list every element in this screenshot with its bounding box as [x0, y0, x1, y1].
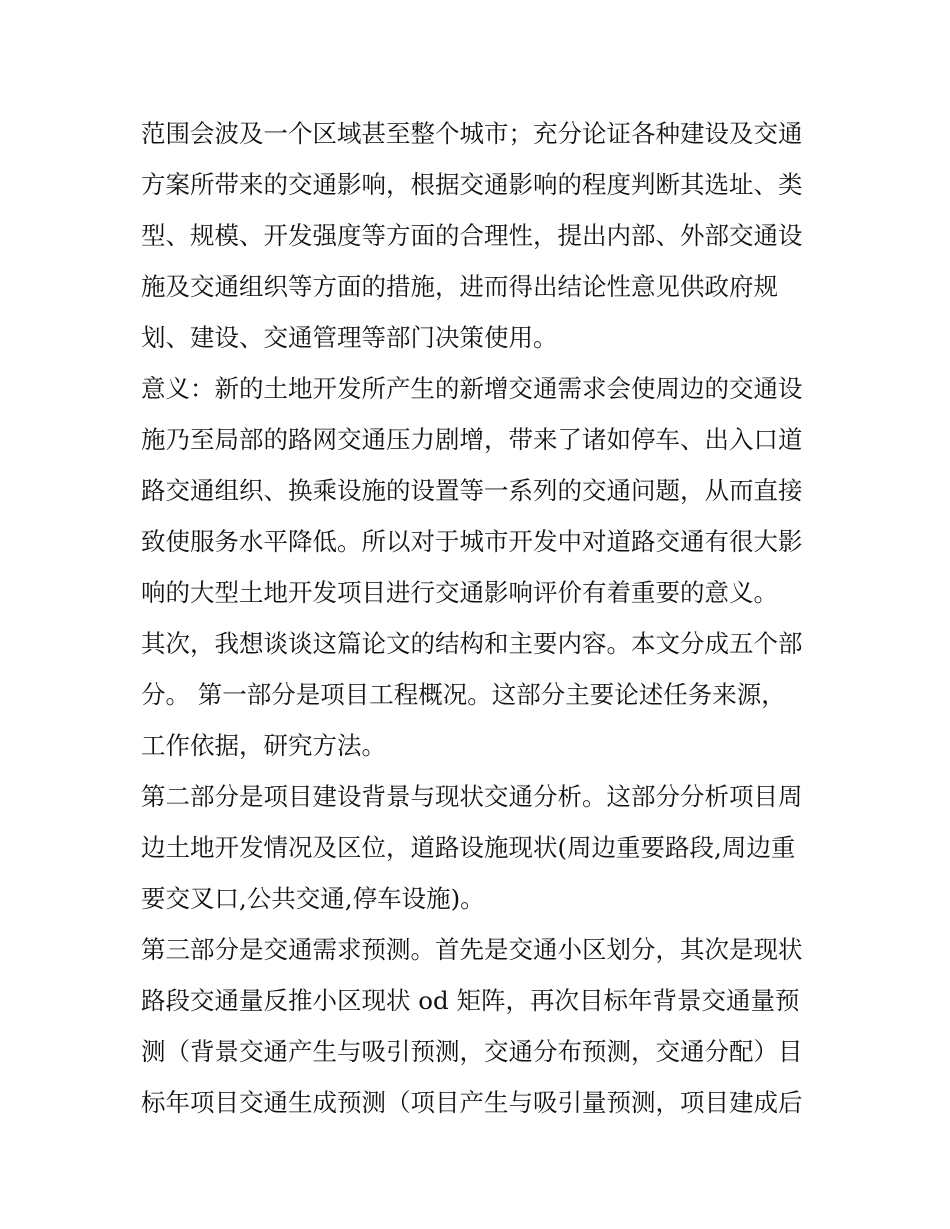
text-line: 第三部分是交通需求预测。首先是交通小区划分，其次是现状 — [141, 935, 803, 964]
text-line: 要交叉口,公共交通,停车设施)。 — [141, 884, 485, 913]
paragraph-part-two — [141, 771, 821, 924]
text-line: 路段交通量反推小区现状 od 矩阵，再次目标年背景交通量预 — [141, 986, 800, 1015]
text-line: 第二部分是项目建设背景与现状交通分析。这部分分析项目周 — [141, 782, 803, 811]
text-line: 响的大型土地开发项目进行交通影响评价有着重要的意义。 — [141, 578, 778, 607]
text-line: 施乃至局部的路网交通压力剧增，带来了诸如停车、出入口道 — [141, 425, 803, 454]
text-line: 测（背景交通产生与吸引预测，交通分布预测，交通分配）目 — [141, 1037, 803, 1066]
text-line: 范围会波及一个区域甚至整个城市；充分论证各种建设及交通 — [141, 119, 803, 148]
text-line: 施及交通组织等方面的措施，进而得出结论性意见供政府规 — [141, 272, 778, 301]
paragraph-significance — [141, 363, 821, 618]
text-line: 标年项目交通生成预测（项目产生与吸引量预测，项目建成后 — [141, 1088, 803, 1117]
text-line: 方案所带来的交通影响，根据交通影响的程度判断其选址、类 — [141, 170, 803, 199]
text-line: 路交通组织、换乘设施的设置等一系列的交通问题，从而直接 — [141, 476, 803, 505]
text-line: 型、规模、开发强度等方面的合理性，提出内部、外部交通设 — [141, 221, 803, 250]
text-line: 工作依据，研究方法。 — [141, 731, 386, 760]
paragraph-scope — [141, 108, 821, 363]
text-line: 其次，我想谈谈这篇论文的结构和主要内容。本文分成五个部 — [141, 629, 803, 658]
text-line: 意义：新的土地开发所产生的新增交通需求会使周边的交通设 — [141, 374, 803, 403]
text-line: 分。 第一部分是项目工程概况。这部分主要论述任务来源， — [141, 680, 786, 709]
text-line: 致使服务水平降低。所以对于城市开发中对道路交通有很大影 — [141, 527, 803, 556]
text-line: 划、建设、交通管理等部门决策使用。 — [141, 323, 558, 352]
document-body — [141, 108, 821, 1128]
paragraph-part-three — [141, 924, 821, 1128]
paragraph-structure — [141, 618, 821, 771]
text-line: 边土地开发情况及区位，道路设施现状(周边重要路段,周边重 — [141, 833, 796, 862]
